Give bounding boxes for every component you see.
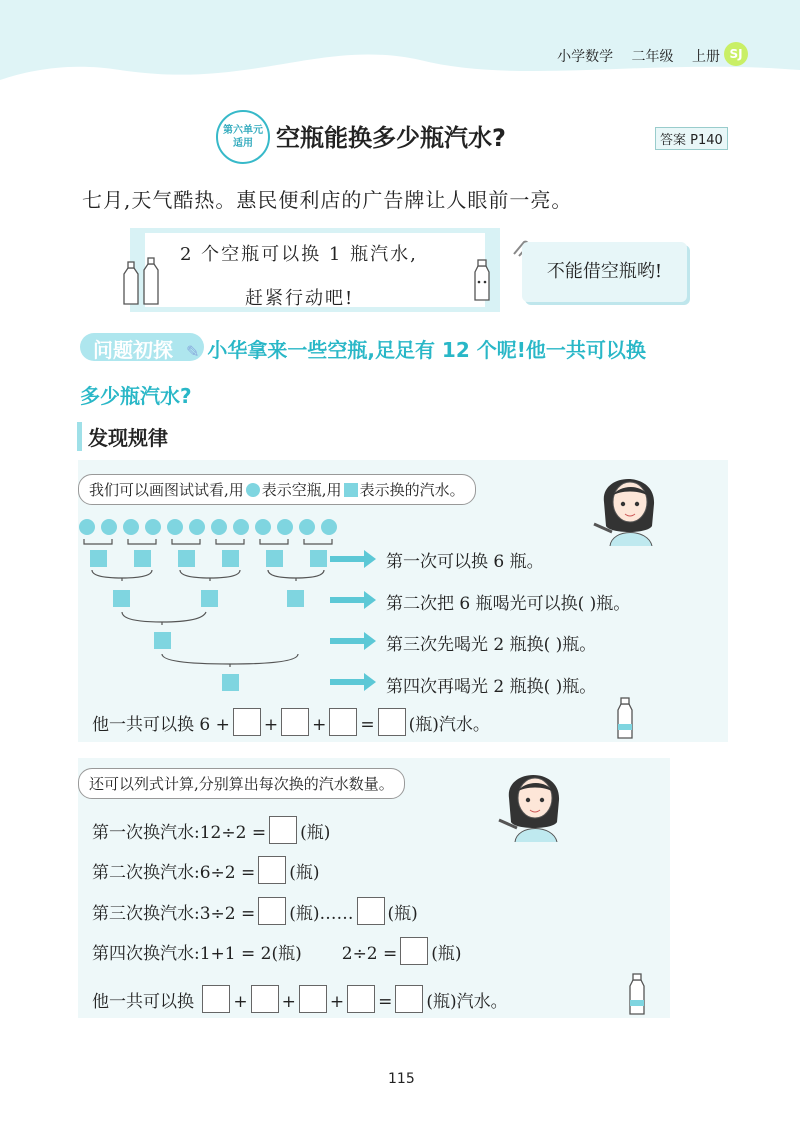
empty-bottle-dot: [101, 519, 117, 535]
calc-line-2-unit: (瓶): [289, 863, 320, 883]
problem-line1: 小华拿来一些空瓶,足足有 12 个呢!他一共可以换: [207, 338, 646, 362]
remainder-box[interactable]: [357, 897, 385, 925]
unit-badge: [216, 110, 270, 164]
square-symbol: [344, 483, 358, 497]
header-subject: 小学数学: [557, 49, 614, 65]
bottle-icon: [608, 696, 642, 742]
answer-box[interactable]: [258, 856, 286, 884]
drink-square: [222, 674, 239, 691]
bubble-text-c: 表示换的汽水。: [359, 481, 465, 499]
calc-line-1: [92, 816, 330, 844]
intro-text: 七月,天气酷热。惠民便利店的广告牌让人眼前一亮。: [82, 188, 573, 212]
calc-line-3-text: 第三次换汽水:3÷2 =: [92, 904, 256, 924]
tip-note: 不能借空瓶哟!: [522, 242, 687, 302]
section-title: 发现规律: [77, 422, 168, 451]
page-title: 空瓶能换多少瓶汽水?: [276, 124, 506, 152]
bottle-mascot-icon: [465, 258, 499, 304]
draw-total-line: [92, 708, 490, 736]
circle-symbol: [246, 483, 260, 497]
answer-box[interactable]: [251, 985, 279, 1013]
answer-box[interactable]: [395, 985, 423, 1013]
answer-box[interactable]: [378, 708, 406, 736]
answer-box[interactable]: [347, 985, 375, 1013]
arrow-icon: [330, 673, 376, 691]
empty-bottle-dot: [145, 519, 161, 535]
step-2: 第二次把 6 瓶喝光可以换( )瓶。: [386, 594, 631, 614]
plus-sign: +: [312, 715, 327, 735]
drink-square: [287, 590, 304, 607]
pencil-icon: ✎: [185, 342, 200, 361]
calc-line-4-unit: (瓶): [431, 944, 462, 964]
problem-text: [93, 334, 646, 363]
header-text: [543, 46, 720, 66]
bottles-icon: [118, 252, 168, 308]
calc-line-3-mid: (瓶)……: [289, 904, 354, 924]
page-number: 115: [388, 1071, 415, 1087]
empty-bottle-dot: [189, 519, 205, 535]
plus-sign: +: [281, 992, 296, 1012]
answer-box[interactable]: [233, 708, 261, 736]
calc-line-3-unit: (瓶): [387, 904, 418, 924]
empty-bottle-dot: [277, 519, 293, 535]
problem-tag: 问题初探: [93, 338, 173, 362]
drink-square: [134, 550, 151, 567]
header-volume: 上册: [692, 49, 720, 65]
bubble-text-a: 我们可以画图试试看,用: [89, 481, 244, 499]
unit-badge-line2: 适用: [233, 138, 253, 149]
calc-line-4: [92, 937, 462, 965]
plus-sign: +: [263, 715, 279, 735]
unit-badge-line1: 第六单元: [223, 125, 263, 136]
step-4: 第四次再喝光 2 瓶换( )瓶。: [386, 677, 597, 697]
edition-badge: SJ: [724, 42, 748, 66]
drink-square: [154, 632, 171, 649]
calc-total-line: [92, 985, 508, 1013]
answer-box[interactable]: [281, 708, 309, 736]
empty-bottle-dot: [79, 519, 95, 535]
drink-square: [201, 590, 218, 607]
plus-sign: +: [233, 992, 248, 1012]
answer-reference: 答案 P140: [655, 127, 728, 150]
advert-line1: 2 个空瓶可以换 1 瓶汽水,: [180, 244, 418, 265]
drink-square: [222, 550, 239, 567]
empty-bottle-dot: [321, 519, 337, 535]
answer-box[interactable]: [299, 985, 327, 1013]
calc-line-1-unit: (瓶): [300, 823, 331, 843]
drink-square: [90, 550, 107, 567]
calc-line-2: [92, 856, 320, 884]
step-1: 第一次可以换 6 瓶。: [386, 552, 544, 572]
equals-sign: =: [378, 992, 393, 1012]
calc-line-3: [92, 897, 418, 925]
calc-total-suffix: (瓶)汽水。: [426, 992, 508, 1012]
speech-bubble-calc: 还可以列式计算,分别算出每次换的汽水数量。: [78, 768, 405, 799]
answer-box[interactable]: [400, 937, 428, 965]
draw-total-suffix: (瓶)汽水。: [408, 715, 490, 735]
arrow-icon: [330, 550, 376, 568]
step-3: 第三次先喝光 2 瓶换( )瓶。: [386, 635, 597, 655]
girl-illustration-2: [495, 758, 575, 842]
empty-bottle-dot: [233, 519, 249, 535]
draw-total-prefix: 他一共可以换 6 +: [92, 715, 230, 735]
drink-square: [266, 550, 283, 567]
answer-box[interactable]: [329, 708, 357, 736]
answer-box[interactable]: [269, 816, 297, 844]
drink-square: [310, 550, 327, 567]
advert-line2: 赶紧行动吧!: [245, 288, 355, 309]
arrow-icon: [330, 632, 376, 650]
empty-bottle-dot: [255, 519, 271, 535]
empty-bottle-dot: [211, 519, 227, 535]
girl-illustration: [590, 462, 670, 546]
empty-bottle-dot: [167, 519, 183, 535]
arrows: [330, 548, 380, 698]
answer-box[interactable]: [202, 985, 230, 1013]
arrow-icon: [330, 591, 376, 609]
calc-line-2-text: 第二次换汽水:6÷2 =: [92, 863, 256, 883]
bubble-text-b: 表示空瓶,用: [261, 481, 342, 499]
empty-bottle-dot: [123, 519, 139, 535]
header-grade: 二年级: [631, 49, 674, 65]
problem-line2: 多少瓶汽水?: [80, 384, 192, 408]
answer-box[interactable]: [258, 897, 286, 925]
equals-sign: =: [360, 715, 375, 735]
calc-total-prefix: 他一共可以换: [92, 992, 194, 1012]
calc-line-4-mid: 2÷2 =: [341, 944, 398, 964]
drink-square: [113, 590, 130, 607]
speech-bubble-drawing: [78, 474, 476, 505]
drink-square: [178, 550, 195, 567]
plus-sign: +: [329, 992, 345, 1012]
empty-bottle-dot: [299, 519, 315, 535]
calc-line-1-text: 第一次换汽水:12÷2 =: [92, 823, 267, 843]
calc-line-4-text: 第四次换汽水:1+1 = 2(瓶): [92, 944, 302, 964]
bottle-icon-2: [620, 972, 654, 1018]
